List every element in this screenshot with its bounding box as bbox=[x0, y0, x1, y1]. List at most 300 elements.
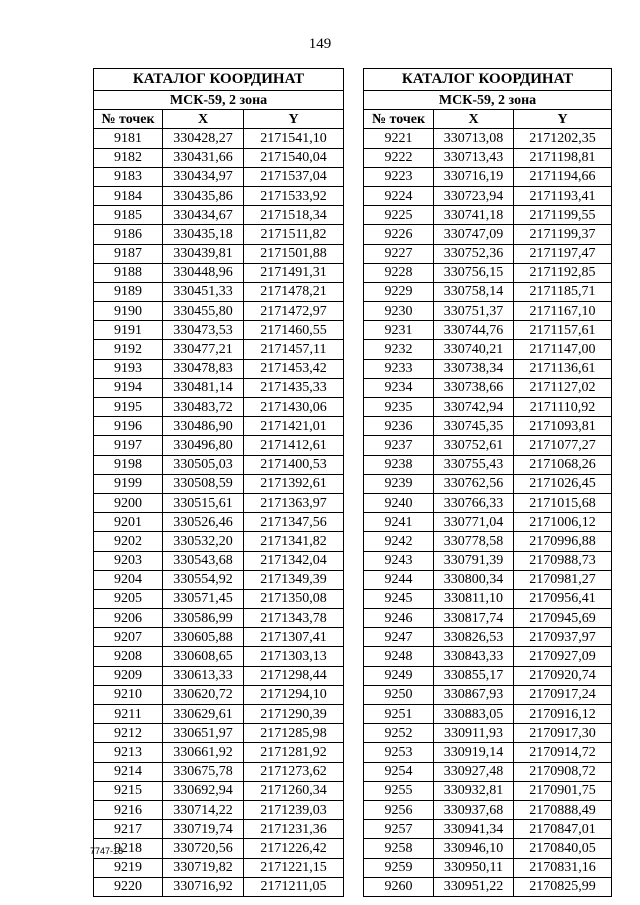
point-number-cell: 9206 bbox=[94, 609, 163, 628]
y-coordinate-cell: 2171457,11 bbox=[244, 340, 344, 359]
x-coordinate-cell: 330855,17 bbox=[434, 666, 514, 685]
y-coordinate-cell: 2171157,61 bbox=[514, 321, 612, 340]
table-row bbox=[364, 705, 612, 724]
point-number-cell: 9233 bbox=[364, 359, 434, 378]
y-coordinate-cell: 2171341,82 bbox=[244, 532, 344, 551]
y-coordinate-cell: 2170988,73 bbox=[514, 551, 612, 570]
point-number-cell: 9193 bbox=[94, 359, 163, 378]
y-coordinate-cell: 2170847,01 bbox=[514, 820, 612, 839]
y-coordinate-cell: 2171478,21 bbox=[244, 282, 344, 301]
x-coordinate-cell: 330946,10 bbox=[434, 839, 514, 858]
table-row bbox=[364, 167, 612, 186]
x-coordinate-cell: 330554,92 bbox=[163, 570, 244, 589]
y-coordinate-cell: 2171199,37 bbox=[514, 225, 612, 244]
y-coordinate-cell: 2171281,92 bbox=[244, 743, 344, 762]
table-row bbox=[364, 724, 612, 743]
point-number-cell: 9248 bbox=[364, 647, 434, 666]
table-row bbox=[364, 781, 612, 800]
x-coordinate-cell: 330713,43 bbox=[434, 148, 514, 167]
table-row bbox=[94, 340, 344, 359]
y-coordinate-cell: 2171349,39 bbox=[244, 570, 344, 589]
table-row bbox=[364, 244, 612, 263]
y-coordinate-cell: 2171273,62 bbox=[244, 762, 344, 781]
y-coordinate-cell: 2171211,05 bbox=[244, 877, 344, 896]
x-coordinate-cell: 330448,96 bbox=[163, 263, 244, 282]
point-number-cell: 9201 bbox=[94, 513, 163, 532]
y-coordinate-cell: 2171435,33 bbox=[244, 378, 344, 397]
x-coordinate-cell: 330951,22 bbox=[434, 877, 514, 896]
x-coordinate-cell: 330817,74 bbox=[434, 609, 514, 628]
catalog-subtitle: МСК-59, 2 зона bbox=[364, 91, 612, 110]
y-coordinate-cell: 2171472,97 bbox=[244, 302, 344, 321]
point-number-cell: 9253 bbox=[364, 743, 434, 762]
table-row bbox=[364, 877, 612, 896]
table-row bbox=[94, 609, 344, 628]
x-coordinate-cell: 330483,72 bbox=[163, 398, 244, 417]
y-coordinate-cell: 2171412,61 bbox=[244, 436, 344, 455]
table-row bbox=[364, 186, 612, 205]
point-number-cell: 9196 bbox=[94, 417, 163, 436]
x-coordinate-cell: 330932,81 bbox=[434, 781, 514, 800]
y-coordinate-cell: 2170920,74 bbox=[514, 666, 612, 685]
x-coordinate-cell: 330723,94 bbox=[434, 186, 514, 205]
point-number-cell: 9228 bbox=[364, 263, 434, 282]
point-number-cell: 9191 bbox=[94, 321, 163, 340]
x-coordinate-cell: 330811,10 bbox=[434, 589, 514, 608]
y-coordinate-cell: 2171290,39 bbox=[244, 705, 344, 724]
x-coordinate-cell: 330716,19 bbox=[434, 167, 514, 186]
x-coordinate-cell: 330586,99 bbox=[163, 609, 244, 628]
point-number-cell: 9226 bbox=[364, 225, 434, 244]
y-coordinate-cell: 2171199,55 bbox=[514, 206, 612, 225]
table-row bbox=[364, 302, 612, 321]
x-coordinate-cell: 330571,45 bbox=[163, 589, 244, 608]
point-number-cell: 9210 bbox=[94, 685, 163, 704]
table-row bbox=[94, 839, 344, 858]
table-row bbox=[94, 858, 344, 877]
point-number-cell: 9242 bbox=[364, 532, 434, 551]
point-number-cell: 9192 bbox=[94, 340, 163, 359]
x-coordinate-cell: 330740,21 bbox=[434, 340, 514, 359]
x-coordinate-cell: 330526,46 bbox=[163, 513, 244, 532]
x-coordinate-cell: 330455,80 bbox=[163, 302, 244, 321]
x-coordinate-cell: 330477,21 bbox=[163, 340, 244, 359]
x-coordinate-cell: 330439,81 bbox=[163, 244, 244, 263]
point-number-cell: 9255 bbox=[364, 781, 434, 800]
x-coordinate-cell: 330766,33 bbox=[434, 493, 514, 512]
point-number-cell: 9205 bbox=[94, 589, 163, 608]
x-coordinate-cell: 330608,65 bbox=[163, 647, 244, 666]
coordinate-catalog-table-left bbox=[93, 68, 344, 897]
y-coordinate-cell: 2171350,08 bbox=[244, 589, 344, 608]
point-number-cell: 9204 bbox=[94, 570, 163, 589]
x-coordinate-cell: 330605,88 bbox=[163, 628, 244, 647]
y-coordinate-cell: 2170917,30 bbox=[514, 724, 612, 743]
x-coordinate-cell: 330747,09 bbox=[434, 225, 514, 244]
table-row bbox=[364, 647, 612, 666]
point-number-cell: 9189 bbox=[94, 282, 163, 301]
column-header-y: Y bbox=[244, 110, 344, 129]
table-row bbox=[364, 743, 612, 762]
table-row bbox=[94, 129, 344, 148]
y-coordinate-cell: 2170901,75 bbox=[514, 781, 612, 800]
table-row bbox=[94, 781, 344, 800]
x-coordinate-cell: 330826,53 bbox=[434, 628, 514, 647]
point-number-cell: 9256 bbox=[364, 800, 434, 819]
document-code: 7747-18 bbox=[90, 846, 124, 856]
x-coordinate-cell: 330927,48 bbox=[434, 762, 514, 781]
table-row bbox=[94, 359, 344, 378]
table-row bbox=[364, 417, 612, 436]
y-coordinate-cell: 2171540,04 bbox=[244, 148, 344, 167]
x-coordinate-cell: 330451,33 bbox=[163, 282, 244, 301]
table-row bbox=[364, 513, 612, 532]
point-number-cell: 9249 bbox=[364, 666, 434, 685]
y-coordinate-cell: 2171453,42 bbox=[244, 359, 344, 378]
y-coordinate-cell: 2171511,82 bbox=[244, 225, 344, 244]
x-coordinate-cell: 330661,92 bbox=[163, 743, 244, 762]
x-coordinate-cell: 330434,97 bbox=[163, 167, 244, 186]
point-number-cell: 9243 bbox=[364, 551, 434, 570]
table-row bbox=[364, 129, 612, 148]
point-number-cell: 9223 bbox=[364, 167, 434, 186]
column-header-point-number: № точек bbox=[364, 110, 434, 129]
table-row bbox=[94, 167, 344, 186]
point-number-cell: 9250 bbox=[364, 685, 434, 704]
y-coordinate-cell: 2171110,92 bbox=[514, 398, 612, 417]
y-coordinate-cell: 2171294,10 bbox=[244, 685, 344, 704]
column-header-x: X bbox=[163, 110, 244, 129]
point-number-cell: 9194 bbox=[94, 378, 163, 397]
y-coordinate-cell: 2171221,15 bbox=[244, 858, 344, 877]
x-coordinate-cell: 330919,14 bbox=[434, 743, 514, 762]
x-coordinate-cell: 330752,61 bbox=[434, 436, 514, 455]
point-number-cell: 9232 bbox=[364, 340, 434, 359]
y-coordinate-cell: 2171537,04 bbox=[244, 167, 344, 186]
x-coordinate-cell: 330714,22 bbox=[163, 800, 244, 819]
y-coordinate-cell: 2171192,85 bbox=[514, 263, 612, 282]
y-coordinate-cell: 2171026,45 bbox=[514, 474, 612, 493]
table-row bbox=[94, 666, 344, 685]
table-row bbox=[364, 225, 612, 244]
table-row bbox=[94, 225, 344, 244]
x-coordinate-cell: 330434,67 bbox=[163, 206, 244, 225]
y-coordinate-cell: 2171226,42 bbox=[244, 839, 344, 858]
table-row bbox=[94, 685, 344, 704]
point-number-cell: 9218 bbox=[94, 839, 163, 858]
y-coordinate-cell: 2171491,31 bbox=[244, 263, 344, 282]
point-number-cell: 9203 bbox=[94, 551, 163, 570]
y-coordinate-cell: 2171239,03 bbox=[244, 800, 344, 819]
y-coordinate-cell: 2170996,88 bbox=[514, 532, 612, 551]
x-coordinate-cell: 330716,92 bbox=[163, 877, 244, 896]
table-row bbox=[94, 206, 344, 225]
x-coordinate-cell: 330675,78 bbox=[163, 762, 244, 781]
point-number-cell: 9215 bbox=[94, 781, 163, 800]
point-number-cell: 9199 bbox=[94, 474, 163, 493]
x-coordinate-cell: 330428,27 bbox=[163, 129, 244, 148]
table-row bbox=[364, 206, 612, 225]
table-row bbox=[94, 551, 344, 570]
point-number-cell: 9211 bbox=[94, 705, 163, 724]
y-coordinate-cell: 2171303,13 bbox=[244, 647, 344, 666]
point-number-cell: 9208 bbox=[94, 647, 163, 666]
table-row bbox=[94, 493, 344, 512]
point-number-cell: 9246 bbox=[364, 609, 434, 628]
x-coordinate-cell: 330431,66 bbox=[163, 148, 244, 167]
point-number-cell: 9188 bbox=[94, 263, 163, 282]
column-header-x: X bbox=[434, 110, 514, 129]
x-coordinate-cell: 330496,80 bbox=[163, 436, 244, 455]
table-row bbox=[364, 628, 612, 647]
point-number-cell: 9230 bbox=[364, 302, 434, 321]
x-coordinate-cell: 330651,97 bbox=[163, 724, 244, 743]
point-number-cell: 9257 bbox=[364, 820, 434, 839]
y-coordinate-cell: 2171363,97 bbox=[244, 493, 344, 512]
column-header-y: Y bbox=[514, 110, 612, 129]
point-number-cell: 9219 bbox=[94, 858, 163, 877]
x-coordinate-cell: 330741,18 bbox=[434, 206, 514, 225]
y-coordinate-cell: 2171167,10 bbox=[514, 302, 612, 321]
y-coordinate-cell: 2171501,88 bbox=[244, 244, 344, 263]
table-row bbox=[94, 724, 344, 743]
point-number-cell: 9187 bbox=[94, 244, 163, 263]
table-row bbox=[94, 647, 344, 666]
table-row bbox=[364, 321, 612, 340]
x-coordinate-cell: 330719,82 bbox=[163, 858, 244, 877]
point-number-cell: 9236 bbox=[364, 417, 434, 436]
y-coordinate-cell: 2170917,24 bbox=[514, 685, 612, 704]
table-row bbox=[94, 244, 344, 263]
y-coordinate-cell: 2171421,01 bbox=[244, 417, 344, 436]
y-coordinate-cell: 2171541,10 bbox=[244, 129, 344, 148]
point-number-cell: 9235 bbox=[364, 398, 434, 417]
x-coordinate-cell: 330738,66 bbox=[434, 378, 514, 397]
point-number-cell: 9185 bbox=[94, 206, 163, 225]
table-row bbox=[364, 398, 612, 417]
point-number-cell: 9260 bbox=[364, 877, 434, 896]
x-coordinate-cell: 330515,61 bbox=[163, 493, 244, 512]
table-row bbox=[94, 513, 344, 532]
point-number-cell: 9239 bbox=[364, 474, 434, 493]
point-number-cell: 9224 bbox=[364, 186, 434, 205]
point-number-cell: 9231 bbox=[364, 321, 434, 340]
point-number-cell: 9216 bbox=[94, 800, 163, 819]
y-coordinate-cell: 2170927,09 bbox=[514, 647, 612, 666]
point-number-cell: 9214 bbox=[94, 762, 163, 781]
table-row bbox=[364, 455, 612, 474]
table-row bbox=[94, 877, 344, 896]
x-coordinate-cell: 330543,68 bbox=[163, 551, 244, 570]
point-number-cell: 9258 bbox=[364, 839, 434, 858]
point-number-cell: 9254 bbox=[364, 762, 434, 781]
table-row bbox=[94, 820, 344, 839]
x-coordinate-cell: 330738,34 bbox=[434, 359, 514, 378]
table-row bbox=[364, 148, 612, 167]
table-row bbox=[364, 551, 612, 570]
y-coordinate-cell: 2171015,68 bbox=[514, 493, 612, 512]
point-number-cell: 9186 bbox=[94, 225, 163, 244]
x-coordinate-cell: 330752,36 bbox=[434, 244, 514, 263]
x-coordinate-cell: 330744,76 bbox=[434, 321, 514, 340]
y-coordinate-cell: 2171307,41 bbox=[244, 628, 344, 647]
point-number-cell: 9234 bbox=[364, 378, 434, 397]
point-number-cell: 9221 bbox=[364, 129, 434, 148]
table-row bbox=[94, 302, 344, 321]
table-row bbox=[94, 743, 344, 762]
point-number-cell: 9238 bbox=[364, 455, 434, 474]
y-coordinate-cell: 2170908,72 bbox=[514, 762, 612, 781]
x-coordinate-cell: 330941,34 bbox=[434, 820, 514, 839]
y-coordinate-cell: 2171392,61 bbox=[244, 474, 344, 493]
table-row bbox=[364, 589, 612, 608]
y-coordinate-cell: 2171260,34 bbox=[244, 781, 344, 800]
y-coordinate-cell: 2170825,99 bbox=[514, 877, 612, 896]
point-number-cell: 9217 bbox=[94, 820, 163, 839]
table-row bbox=[94, 186, 344, 205]
x-coordinate-cell: 330762,56 bbox=[434, 474, 514, 493]
point-number-cell: 9225 bbox=[364, 206, 434, 225]
table-row bbox=[364, 436, 612, 455]
point-number-cell: 9207 bbox=[94, 628, 163, 647]
table-row bbox=[94, 589, 344, 608]
table-row bbox=[364, 820, 612, 839]
table-row bbox=[94, 282, 344, 301]
y-coordinate-cell: 2171193,41 bbox=[514, 186, 612, 205]
x-coordinate-cell: 330937,68 bbox=[434, 800, 514, 819]
y-coordinate-cell: 2171147,00 bbox=[514, 340, 612, 359]
y-coordinate-cell: 2171342,04 bbox=[244, 551, 344, 570]
y-coordinate-cell: 2171006,12 bbox=[514, 513, 612, 532]
table-row bbox=[94, 800, 344, 819]
y-coordinate-cell: 2171518,34 bbox=[244, 206, 344, 225]
catalog-subtitle: МСК-59, 2 зона bbox=[94, 91, 344, 110]
x-coordinate-cell: 330883,05 bbox=[434, 705, 514, 724]
y-coordinate-cell: 2171347,56 bbox=[244, 513, 344, 532]
point-number-cell: 9184 bbox=[94, 186, 163, 205]
y-coordinate-cell: 2171400,53 bbox=[244, 455, 344, 474]
x-coordinate-cell: 330800,34 bbox=[434, 570, 514, 589]
y-coordinate-cell: 2171533,92 bbox=[244, 186, 344, 205]
x-coordinate-cell: 330950,11 bbox=[434, 858, 514, 877]
table-row bbox=[364, 340, 612, 359]
point-number-cell: 9244 bbox=[364, 570, 434, 589]
point-number-cell: 9195 bbox=[94, 398, 163, 417]
table-row bbox=[94, 455, 344, 474]
table-row bbox=[364, 263, 612, 282]
table-row bbox=[94, 532, 344, 551]
x-coordinate-cell: 330843,33 bbox=[434, 647, 514, 666]
y-coordinate-cell: 2171298,44 bbox=[244, 666, 344, 685]
coordinate-catalog-table-right bbox=[363, 68, 612, 897]
catalog-title: КАТАЛОГ КООРДИНАТ bbox=[364, 69, 612, 91]
y-coordinate-cell: 2171231,36 bbox=[244, 820, 344, 839]
x-coordinate-cell: 330435,18 bbox=[163, 225, 244, 244]
table-row bbox=[94, 474, 344, 493]
point-number-cell: 9222 bbox=[364, 148, 434, 167]
point-number-cell: 9213 bbox=[94, 743, 163, 762]
y-coordinate-cell: 2171185,71 bbox=[514, 282, 612, 301]
point-number-cell: 9227 bbox=[364, 244, 434, 263]
point-number-cell: 9209 bbox=[94, 666, 163, 685]
table-row bbox=[364, 532, 612, 551]
x-coordinate-cell: 330720,56 bbox=[163, 839, 244, 858]
x-coordinate-cell: 330505,03 bbox=[163, 455, 244, 474]
x-coordinate-cell: 330742,94 bbox=[434, 398, 514, 417]
x-coordinate-cell: 330478,83 bbox=[163, 359, 244, 378]
y-coordinate-cell: 2171430,06 bbox=[244, 398, 344, 417]
y-coordinate-cell: 2171093,81 bbox=[514, 417, 612, 436]
y-coordinate-cell: 2170956,41 bbox=[514, 589, 612, 608]
y-coordinate-cell: 2171460,55 bbox=[244, 321, 344, 340]
point-number-cell: 9220 bbox=[94, 877, 163, 896]
x-coordinate-cell: 330629,61 bbox=[163, 705, 244, 724]
point-number-cell: 9197 bbox=[94, 436, 163, 455]
table-row bbox=[364, 570, 612, 589]
table-row bbox=[364, 609, 612, 628]
y-coordinate-cell: 2171285,98 bbox=[244, 724, 344, 743]
column-header-point-number: № точек bbox=[94, 110, 163, 129]
x-coordinate-cell: 330755,43 bbox=[434, 455, 514, 474]
table-row bbox=[94, 436, 344, 455]
table-row bbox=[94, 570, 344, 589]
y-coordinate-cell: 2170916,12 bbox=[514, 705, 612, 724]
point-number-cell: 9198 bbox=[94, 455, 163, 474]
y-coordinate-cell: 2170937,97 bbox=[514, 628, 612, 647]
point-number-cell: 9252 bbox=[364, 724, 434, 743]
table-row bbox=[364, 359, 612, 378]
x-coordinate-cell: 330867,93 bbox=[434, 685, 514, 704]
table-row bbox=[94, 417, 344, 436]
y-coordinate-cell: 2170840,05 bbox=[514, 839, 612, 858]
x-coordinate-cell: 330751,37 bbox=[434, 302, 514, 321]
table-row bbox=[94, 378, 344, 397]
x-coordinate-cell: 330745,35 bbox=[434, 417, 514, 436]
y-coordinate-cell: 2171136,61 bbox=[514, 359, 612, 378]
table-row bbox=[364, 474, 612, 493]
x-coordinate-cell: 330473,53 bbox=[163, 321, 244, 340]
point-number-cell: 9202 bbox=[94, 532, 163, 551]
table-row bbox=[94, 628, 344, 647]
x-coordinate-cell: 330771,04 bbox=[434, 513, 514, 532]
point-number-cell: 9241 bbox=[364, 513, 434, 532]
x-coordinate-cell: 330713,08 bbox=[434, 129, 514, 148]
x-coordinate-cell: 330620,72 bbox=[163, 685, 244, 704]
point-number-cell: 9190 bbox=[94, 302, 163, 321]
point-number-cell: 9200 bbox=[94, 493, 163, 512]
x-coordinate-cell: 330791,39 bbox=[434, 551, 514, 570]
y-coordinate-cell: 2170945,69 bbox=[514, 609, 612, 628]
table-row bbox=[94, 398, 344, 417]
y-coordinate-cell: 2171068,26 bbox=[514, 455, 612, 474]
point-number-cell: 9259 bbox=[364, 858, 434, 877]
point-number-cell: 9251 bbox=[364, 705, 434, 724]
y-coordinate-cell: 2171077,27 bbox=[514, 436, 612, 455]
point-number-cell: 9181 bbox=[94, 129, 163, 148]
point-number-cell: 9240 bbox=[364, 493, 434, 512]
table-row bbox=[94, 263, 344, 282]
table-row bbox=[94, 705, 344, 724]
table-row bbox=[94, 148, 344, 167]
y-coordinate-cell: 2171127,02 bbox=[514, 378, 612, 397]
x-coordinate-cell: 330486,90 bbox=[163, 417, 244, 436]
y-coordinate-cell: 2171343,78 bbox=[244, 609, 344, 628]
point-number-cell: 9229 bbox=[364, 282, 434, 301]
table-row bbox=[364, 839, 612, 858]
x-coordinate-cell: 330532,20 bbox=[163, 532, 244, 551]
x-coordinate-cell: 330756,15 bbox=[434, 263, 514, 282]
table-row bbox=[364, 378, 612, 397]
